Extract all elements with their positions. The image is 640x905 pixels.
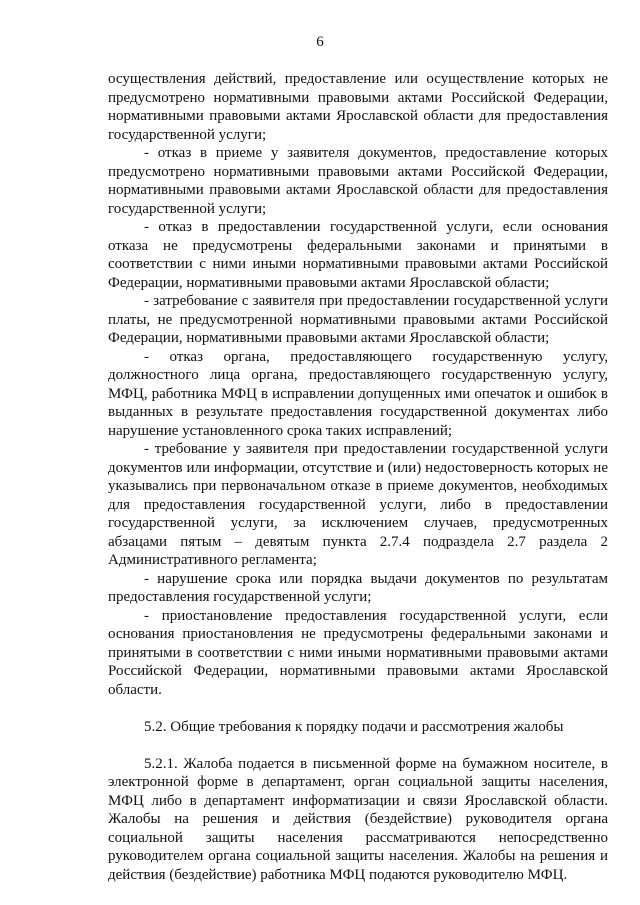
list-item-suspension-of-service: - приостановление предоставления государственной услуги, если основания приостановления не предусмотрены федеральными законами и принятыми в соответствии с ними иными нормативными правовыми актами Российской Федерации, нормативными правовыми актами Ярославской области. <box>108 607 608 698</box>
list-item-violation-of-issue-terms: - нарушение срока или порядка выдачи документов по результатам предоставления государственной услуги; <box>108 570 608 605</box>
list-item-refusal-to-accept-documents: - отказ в приеме у заявителя документов, предоставление которых предусмотрено нормативными правовыми актами Российской Федерации, нормативными правовыми актами Ярославской области для предоставления государственной услуги; <box>108 145 608 217</box>
list-item-demand-of-documents: - требование у заявителя при предоставлении государственной услуги документов или информации, отсутствие и (или) недостоверность которых не указывались при первоначальном отказе в приеме документов, необходимых для предоставления государственной услуги, либо в предоставлении государственной услуги, за исключением случаев, предусмотренных абзацами пятым – девятым пункта 2.7.4 подраздела 2.7 раздела 2 Административного регламента; <box>108 441 608 568</box>
page-number: 6 <box>316 34 324 50</box>
list-item-refusal-to-correct-errors: - отказ органа, предоставляющего государственную услугу, должностного лица органа, предоставляющего государственную услугу, МФЦ, работника МФЦ в исправлении допущенных ими опечаток и ошибок в выданных в результате предоставления государственной документах либо нарушение установленного срока таких исправлений; <box>108 348 608 439</box>
document-body <box>108 70 608 884</box>
paragraph-continuation: осуществления действий, предоставление или осуществление которых не предусмотрено нормативными правовыми актами Российской Федерации, нормативными правовыми актами Ярославской области для предоставления государственной услуги; <box>108 71 608 143</box>
list-item-demand-of-payment: - затребование с заявителя при предоставлении государственной услуги платы, не предусмотренной нормативными правовыми актами Российской Федерации, нормативными правовыми актами Ярославской области; <box>108 293 608 346</box>
paragraph-complaint-submission: 5.2.1. Жалоба подается в письменной форме на бумажном носителе, в электронной форме в департамент, орган социальной защиты населения, МФЦ либо в департамент информатизации и связи Ярославской области. Жалобы на решения и действия (бездействие) руководителя органа социальной защиты населения рассматриваются непосредственно руководителем органа социальной защиты населения. Жалобы на решения и действия (бездействие) работника МФЦ подаются руководителю МФЦ. <box>108 755 608 883</box>
list-item-refusal-of-service: - отказ в предоставлении государственной услуги, если основания отказа не предусмотрены федеральными законами и принятыми в соответствии с ними иными нормативными правовыми актами Российской Федерации, нормативными правовыми актами Ярославской области; <box>108 219 608 291</box>
section-heading: 5.2. Общие требования к порядку подачи и рассмотрения жалобы <box>144 719 564 735</box>
